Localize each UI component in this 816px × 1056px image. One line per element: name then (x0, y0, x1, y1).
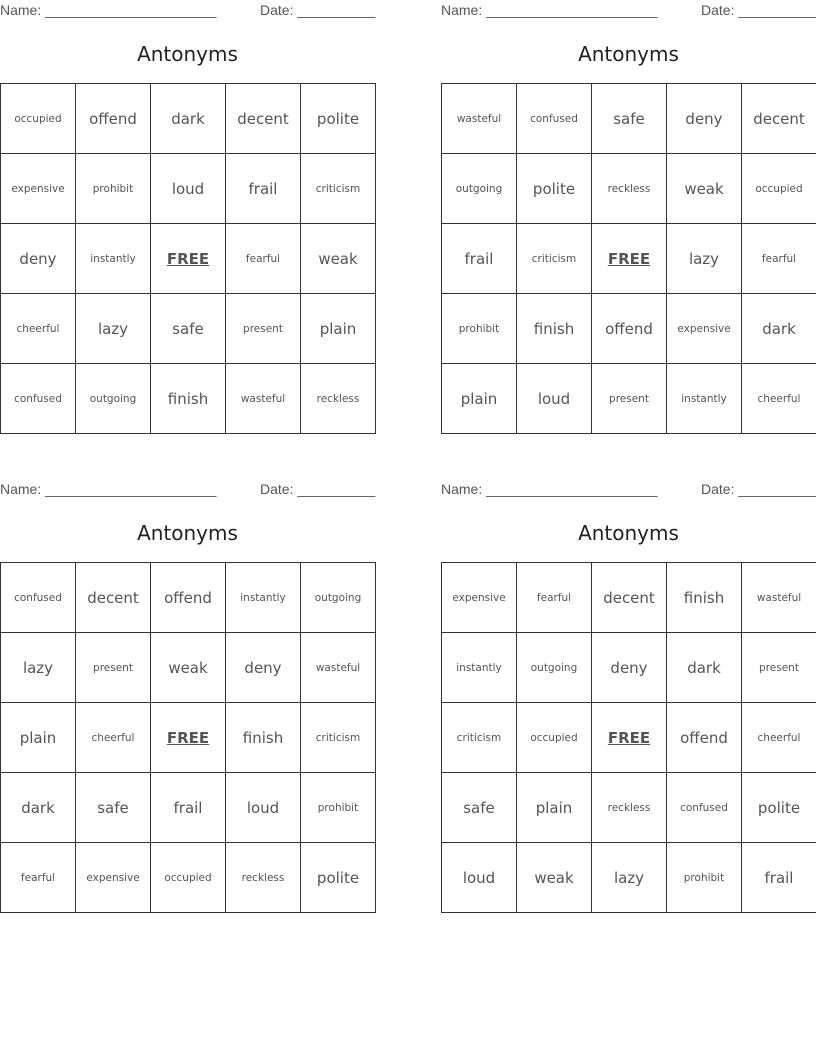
bingo-cell: occupied (742, 154, 816, 224)
bingo-cell: instantly (667, 364, 742, 434)
bingo-card-1 (0, 0, 375, 433)
bingo-cell: occupied (151, 843, 226, 913)
free-space-cell: FREE (151, 224, 226, 294)
bingo-cell: offend (76, 84, 151, 154)
grid-row (442, 843, 816, 913)
grid-row (1, 843, 376, 913)
bingo-cell: reckless (301, 364, 376, 434)
grid-row (1, 703, 376, 773)
bingo-cell: reckless (592, 154, 667, 224)
name-field-label: Name: ______________________ (0, 481, 217, 497)
bingo-cell: expensive (76, 843, 151, 913)
bingo-cell: lazy (76, 294, 151, 364)
bingo-cell: instantly (76, 224, 151, 294)
bingo-cell: finish (517, 294, 592, 364)
bingo-cell: deny (592, 633, 667, 703)
bingo-card-3 (0, 479, 375, 912)
bingo-cell: expensive (667, 294, 742, 364)
bingo-cell: offend (151, 563, 226, 633)
bingo-cell: cheerful (1, 294, 76, 364)
bingo-cell: loud (517, 364, 592, 434)
bingo-cell: offend (592, 294, 667, 364)
bingo-cell: prohibit (76, 154, 151, 224)
bingo-cell: decent (76, 563, 151, 633)
bingo-cell: fearful (1, 843, 76, 913)
bingo-cell: frail (442, 224, 517, 294)
grid-row (442, 364, 816, 434)
grid-row (1, 154, 376, 224)
card-header (0, 2, 375, 20)
bingo-grid (0, 562, 376, 913)
grid-row (442, 224, 816, 294)
bingo-cell: present (592, 364, 667, 434)
bingo-cell: fearful (226, 224, 301, 294)
bingo-cell: prohibit (301, 773, 376, 843)
bingo-cell: cheerful (76, 703, 151, 773)
bingo-cell: prohibit (442, 294, 517, 364)
bingo-cell: deny (226, 633, 301, 703)
bingo-cell: deny (1, 224, 76, 294)
date-field-label: Date: __________ (260, 2, 376, 18)
bingo-cell: weak (301, 224, 376, 294)
bingo-cell: finish (667, 563, 742, 633)
bingo-cell: dark (742, 294, 816, 364)
bingo-cell: lazy (592, 843, 667, 913)
grid-row (1, 364, 376, 434)
grid-row (1, 773, 376, 843)
bingo-cell: polite (301, 843, 376, 913)
bingo-cell: outgoing (442, 154, 517, 224)
bingo-grid (441, 83, 816, 434)
date-field-label: Date: __________ (701, 2, 816, 18)
bingo-cell: finish (151, 364, 226, 434)
card-header (441, 2, 816, 20)
bingo-cell: frail (151, 773, 226, 843)
bingo-cell: finish (226, 703, 301, 773)
grid-row (442, 563, 816, 633)
bingo-cell: confused (1, 563, 76, 633)
bingo-cell: plain (442, 364, 517, 434)
bingo-cell: decent (592, 563, 667, 633)
bingo-cell: outgoing (517, 633, 592, 703)
bingo-cell: decent (226, 84, 301, 154)
bingo-cell: safe (151, 294, 226, 364)
grid-row (442, 84, 816, 154)
bingo-cell: polite (301, 84, 376, 154)
bingo-cell: outgoing (301, 563, 376, 633)
bingo-cell: confused (517, 84, 592, 154)
bingo-cell: present (76, 633, 151, 703)
bingo-cell: weak (151, 633, 226, 703)
free-space-cell: FREE (592, 224, 667, 294)
bingo-cell: wasteful (742, 563, 816, 633)
bingo-cell: dark (1, 773, 76, 843)
bingo-cell: cheerful (742, 364, 816, 434)
grid-row (442, 633, 816, 703)
bingo-cell: occupied (1, 84, 76, 154)
bingo-cell: lazy (1, 633, 76, 703)
bingo-cell: weak (667, 154, 742, 224)
card-header (441, 481, 816, 499)
date-field-label: Date: __________ (260, 481, 376, 497)
bingo-cell: wasteful (226, 364, 301, 434)
bingo-cell: reckless (592, 773, 667, 843)
bingo-cell: fearful (517, 563, 592, 633)
bingo-cell: cheerful (742, 703, 816, 773)
bingo-cell: wasteful (442, 84, 517, 154)
grid-row (442, 773, 816, 843)
bingo-cell: instantly (226, 563, 301, 633)
bingo-cell: loud (151, 154, 226, 224)
card-title: Antonyms (137, 42, 238, 66)
bingo-cell: loud (442, 843, 517, 913)
free-space-cell: FREE (592, 703, 667, 773)
grid-row (1, 294, 376, 364)
bingo-cell: dark (667, 633, 742, 703)
bingo-cell: safe (592, 84, 667, 154)
grid-row (1, 84, 376, 154)
bingo-cell: safe (442, 773, 517, 843)
bingo-grid (441, 562, 816, 913)
bingo-cell: plain (301, 294, 376, 364)
bingo-cell: occupied (517, 703, 592, 773)
bingo-cell: fearful (742, 224, 816, 294)
card-header (0, 481, 375, 499)
bingo-cell: outgoing (76, 364, 151, 434)
bingo-cell: criticism (442, 703, 517, 773)
bingo-cell: deny (667, 84, 742, 154)
bingo-cell: expensive (1, 154, 76, 224)
grid-row (442, 294, 816, 364)
name-field-label: Name: ______________________ (441, 2, 658, 18)
bingo-cell: present (226, 294, 301, 364)
bingo-cell: polite (517, 154, 592, 224)
bingo-cell: lazy (667, 224, 742, 294)
date-field-label: Date: __________ (701, 481, 816, 497)
grid-row (1, 224, 376, 294)
grid-row (442, 703, 816, 773)
bingo-cell: present (742, 633, 816, 703)
bingo-card-4 (441, 479, 816, 912)
name-field-label: Name: ______________________ (0, 2, 217, 18)
bingo-cell: reckless (226, 843, 301, 913)
grid-row (1, 563, 376, 633)
bingo-cell: polite (742, 773, 816, 843)
free-space-cell: FREE (151, 703, 226, 773)
card-title: Antonyms (578, 42, 679, 66)
bingo-cell: plain (517, 773, 592, 843)
bingo-cell: prohibit (667, 843, 742, 913)
grid-row (1, 633, 376, 703)
card-title: Antonyms (137, 521, 238, 545)
bingo-cell: criticism (301, 154, 376, 224)
bingo-cell: plain (1, 703, 76, 773)
bingo-cell: wasteful (301, 633, 376, 703)
bingo-cell: decent (742, 84, 816, 154)
bingo-cell: criticism (301, 703, 376, 773)
bingo-cell: confused (1, 364, 76, 434)
name-field-label: Name: ______________________ (441, 481, 658, 497)
grid-row (442, 154, 816, 224)
bingo-cell: frail (226, 154, 301, 224)
bingo-cell: dark (151, 84, 226, 154)
bingo-cell: loud (226, 773, 301, 843)
bingo-cell: confused (667, 773, 742, 843)
bingo-card-2 (441, 0, 816, 433)
bingo-cell: offend (667, 703, 742, 773)
card-title: Antonyms (578, 521, 679, 545)
bingo-cell: frail (742, 843, 816, 913)
bingo-cell: safe (76, 773, 151, 843)
bingo-cell: instantly (442, 633, 517, 703)
bingo-cell: criticism (517, 224, 592, 294)
bingo-cell: weak (517, 843, 592, 913)
bingo-cell: expensive (442, 563, 517, 633)
bingo-grid (0, 83, 376, 434)
